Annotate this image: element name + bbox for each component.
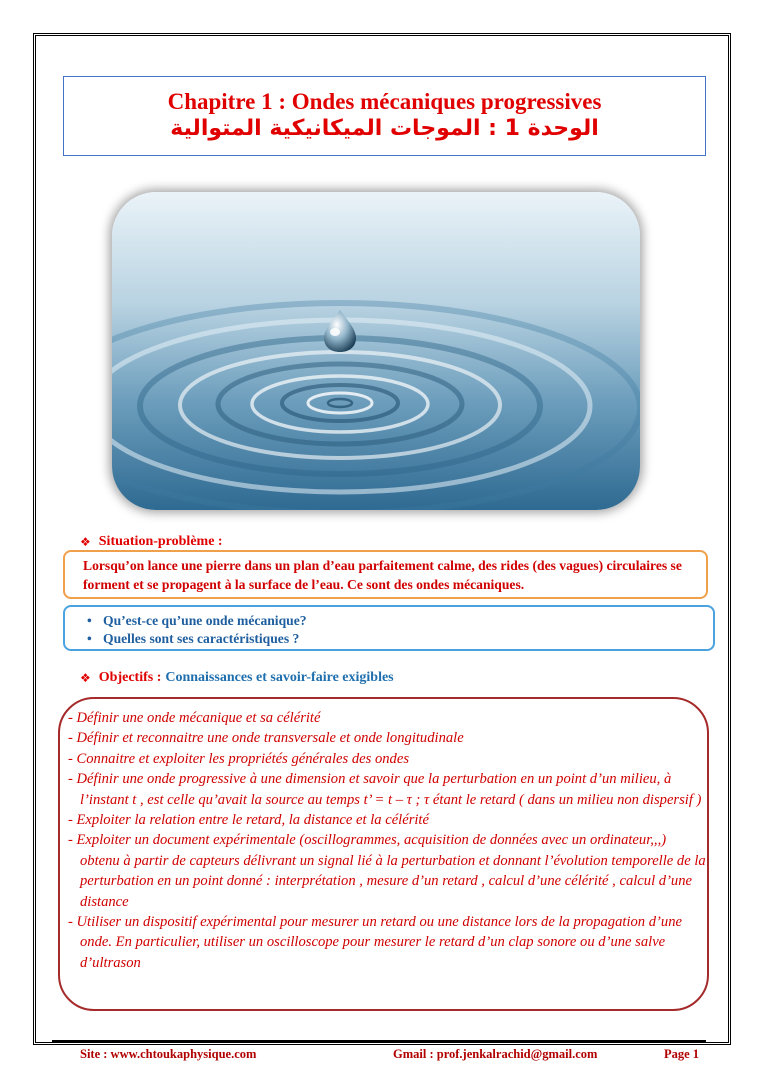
water-ripples-illustration — [112, 192, 640, 510]
objectives-subheading: Connaissances et savoir-faire exigibles — [165, 670, 394, 685]
objectives-heading — [80, 670, 394, 686]
objectives-box — [58, 697, 709, 1011]
chapter-title-french: Chapitre 1 : Ondes mécaniques progressives — [167, 89, 602, 114]
questions-box — [63, 605, 715, 651]
objective-item: - Connaitre et exploiter les propriétés générales des ondes — [68, 750, 409, 767]
objective-item: - Définir et reconnaitre une onde transversale et onde longitudinale — [68, 730, 464, 747]
situation-text-box — [63, 550, 708, 599]
chapter-title-arabic: الوحدة 1 : الموجات الميكانيكية المتوالية — [170, 116, 599, 141]
objective-item: - Définir une onde progressive à une dimension et savoir que la perturbation en un point d’un milieu, à l’instant t , est celle qu’avait la source au temps t’ = t – τ ; τ étant le retard ( dans un milieu non dispersif ) — [68, 771, 702, 808]
objective-item: - Exploiter la relation entre le retard, la distance et la célérité — [68, 812, 429, 829]
question-item: • Quelles sont ses caractéristiques ? — [103, 630, 713, 648]
footer-email[interactable]: Gmail : prof.jenkalrachid@gmail.com — [393, 1047, 598, 1061]
situation-text: Lorsqu’on lance une pierre dans un plan d’eau parfaitement calme, des rides (des vagues) circulaires se forment et se propagent à la surface de l’eau. Ce sont des ondes mécaniques. — [83, 558, 682, 592]
diamond-bullet-icon: ❖ — [80, 671, 91, 685]
footer-page-number: Page 1 — [664, 1047, 700, 1061]
question-item: • Qu’est-ce qu’une onde mécanique? — [103, 612, 713, 630]
situation-heading-label: Situation-problème : — [98, 534, 223, 549]
situation-heading — [80, 534, 223, 550]
footer-divider — [52, 1040, 706, 1042]
diamond-bullet-icon: ❖ — [80, 535, 91, 549]
questions-list — [85, 612, 713, 648]
water-drop-image — [112, 192, 640, 510]
footer-site[interactable]: Site : www.chtoukaphysique.com — [80, 1047, 257, 1061]
objective-item: - Définir une onde mécanique et sa célérité — [68, 710, 321, 726]
objectives-heading-label: Objectifs : — [98, 670, 162, 685]
chapter-title-box — [63, 76, 706, 156]
objective-item: - Utiliser un dispositif expérimental pour mesurer un retard ou une distance lors de la propagation d’une onde. En particulier, utiliser un oscilloscope pour mesurer le retard d’un clap sonore ou d’une salve d’ultrason — [68, 914, 682, 971]
objective-item: - Exploiter un document expérimentale (oscillogrammes, acquisition de données avec un ordinateur,,,) obtenu à partir de capteurs délivrant un signal lié à la perturbation et donnant l’évolution temporelle de la perturbation en un point donné : interprétation , mesure d’un retard , calcul d’une célérité , calcul d’une distance — [68, 832, 706, 910]
